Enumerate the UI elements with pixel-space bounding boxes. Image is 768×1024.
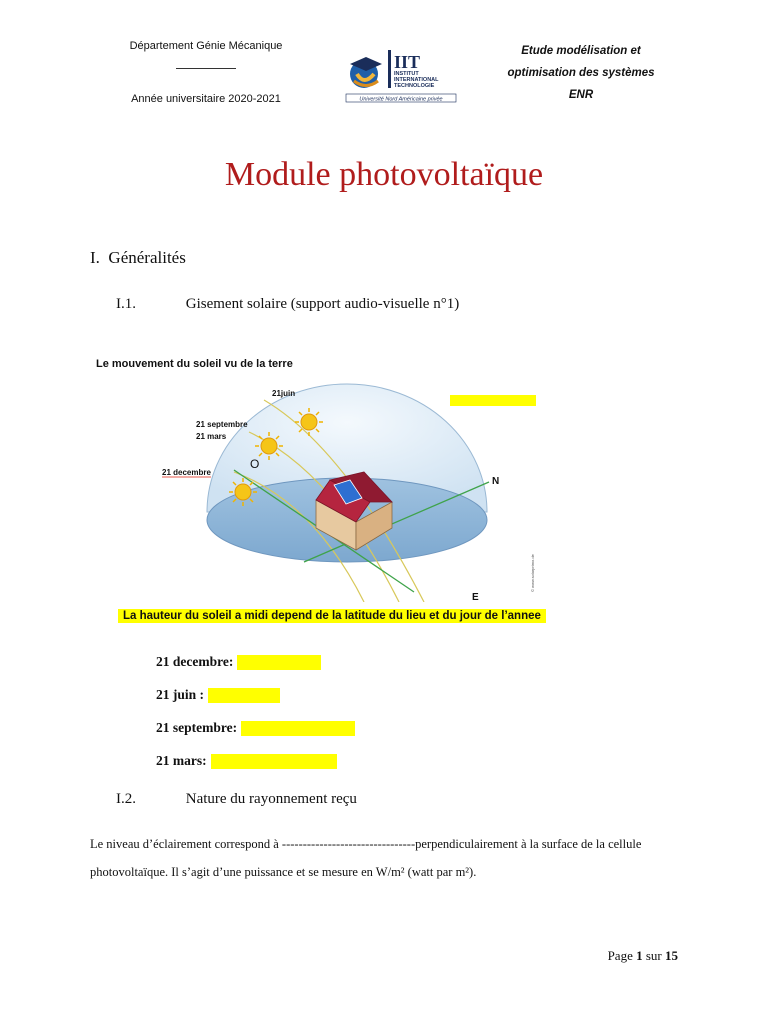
- label-21mars: 21 mars: [196, 432, 227, 441]
- iit-logo: [344, 48, 460, 112]
- label-west: O: [250, 457, 260, 471]
- date-label: 21 mars:: [156, 753, 207, 768]
- date-label: 21 septembre:: [156, 720, 238, 735]
- date-line: [156, 654, 321, 670]
- section-heading: [90, 248, 186, 268]
- svg-text:Université Nord Américaine pri: Université Nord Américaine privée: [359, 96, 443, 103]
- svg-text:IIT: IIT: [394, 52, 421, 72]
- header-divider: [176, 68, 236, 69]
- date-line: [156, 687, 280, 703]
- sun-path-diagram: [94, 352, 564, 602]
- course-line: optimisation des systèmes: [507, 67, 655, 79]
- svg-text:INTERNATIONAL: INTERNATIONAL: [394, 77, 439, 83]
- subsection-heading: [116, 791, 357, 808]
- course-title: [488, 40, 674, 106]
- subsection-number: I.2.: [116, 791, 136, 807]
- subsection-heading: [116, 296, 459, 313]
- header-left: [100, 40, 312, 105]
- date-line: [156, 753, 337, 769]
- page-title: Module photovoltaïque: [224, 156, 544, 193]
- highlight-blank: [450, 395, 536, 406]
- course-line: ENR: [568, 89, 594, 101]
- svg-text:TECHNOLOGIE: TECHNOLOGIE: [394, 83, 435, 89]
- subsection-title: Gisement solaire (support audio-visuelle n°1): [185, 296, 460, 312]
- footer-middle: sur: [642, 948, 665, 963]
- total-pages: 15: [665, 948, 678, 963]
- academic-year: Année universitaire 2020-2021: [131, 93, 281, 105]
- department-label: Département Génie Mécanique: [129, 40, 283, 52]
- figure-title: Le mouvement du soleil vu de la terre: [96, 358, 293, 370]
- current-page: 1: [636, 948, 643, 963]
- course-line: Etude modélisation et: [521, 45, 641, 57]
- page-number: [608, 948, 678, 964]
- subsection-title: Nature du rayonnement reçu: [185, 791, 357, 807]
- section-title: Généralités: [108, 248, 186, 267]
- graduation-cap-icon: [350, 57, 382, 88]
- label-21decembre: 21 decembre: [162, 468, 211, 477]
- image-credit: © www.solarprimo.de: [530, 554, 535, 592]
- label-21septembre: 21 septembre: [196, 420, 248, 429]
- date-label: 21 decembre:: [156, 654, 234, 669]
- answer-blank: [237, 655, 321, 670]
- label-east: E: [472, 592, 479, 602]
- svg-text:INSTITUT: INSTITUT: [394, 71, 419, 77]
- figure-caption: La hauteur du soleil a midi depend de la latitude du lieu et du jour de l’annee: [118, 609, 546, 623]
- label-21juin: 21juin: [272, 389, 296, 398]
- body-paragraph: Le niveau d’éclairement correspond à --------------------------------perpendiculairement à la surface de la cellule photovoltaïque. Il s’agit d’une puissance et se mesure en W/m² (watt par m²).: [90, 837, 642, 879]
- date-label: 21 juin :: [156, 687, 205, 702]
- answer-blank: [208, 688, 280, 703]
- footer-prefix: Page: [607, 948, 637, 963]
- label-north: N: [492, 476, 500, 487]
- answer-blank: [211, 754, 337, 769]
- section-number: I.: [90, 248, 100, 267]
- subsection-number: I.1.: [116, 296, 136, 312]
- answer-blank: [241, 721, 355, 736]
- date-line: [156, 720, 355, 736]
